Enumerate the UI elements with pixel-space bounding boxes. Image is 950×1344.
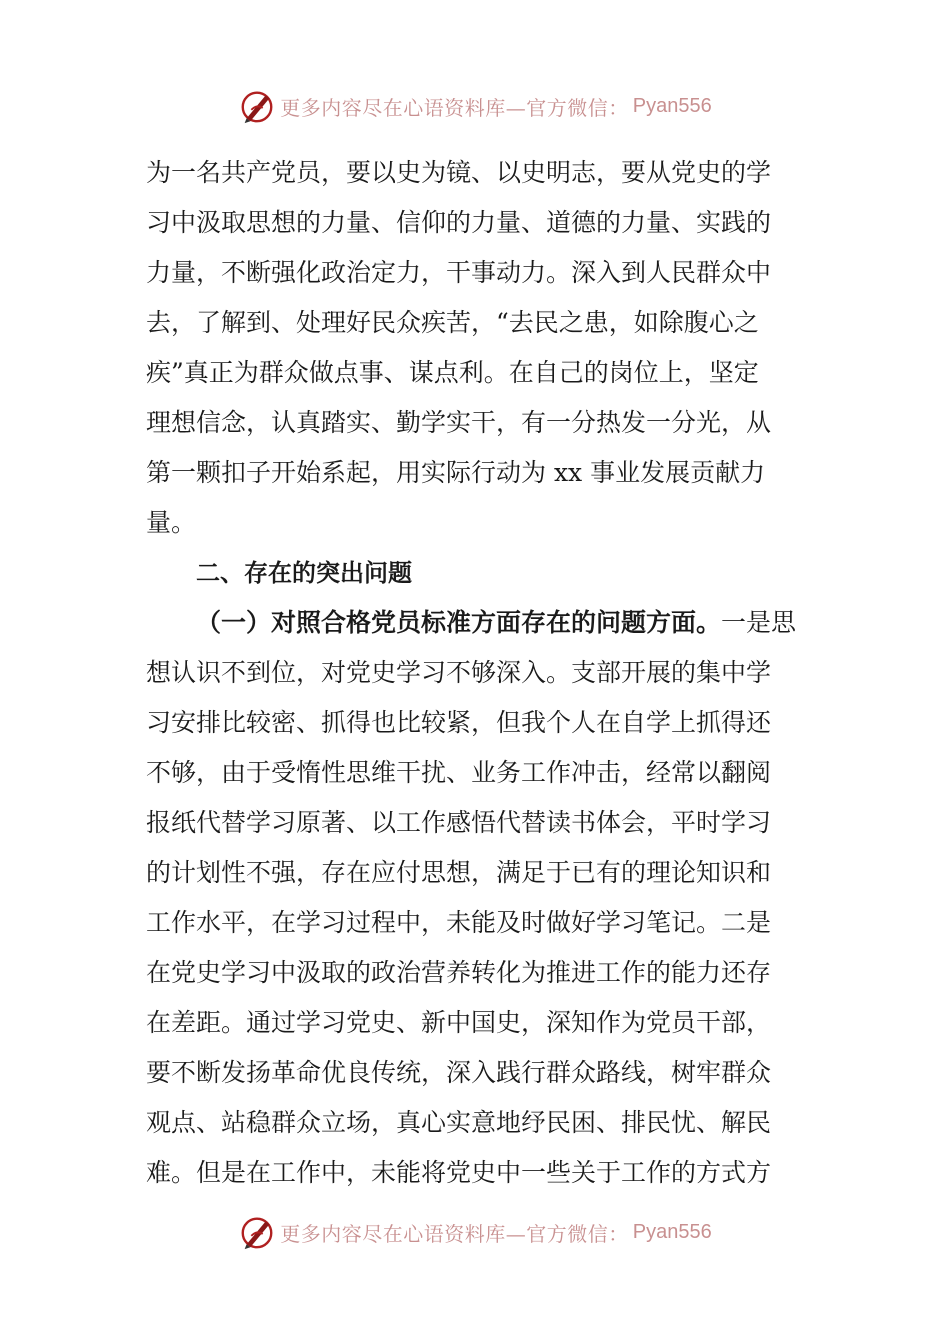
body-line: 为一名共产党员，要以史为镜、以史明志，要从党史的学 xyxy=(146,158,772,187)
body-line: 想认识不到位，对党史学习不够深入。支部开展的集中学 xyxy=(146,658,772,687)
pen-logo-icon xyxy=(238,87,276,125)
body-line: 力量，不断强化政治定力，干事动力。深入到人民群众中 xyxy=(146,258,772,287)
body-line: 报纸代替学习原著、以工作感悟代替读书体会，平时学习 xyxy=(146,808,772,837)
body-line: 工作水平，在学习过程中，未能及时做好学习笔记。二是 xyxy=(146,908,772,937)
body-line: 理想信念，认真踏实、勤学实干，有一分热发一分光，从 xyxy=(146,408,772,437)
body-line: 不够，由于受惰性思维干扰、业务工作冲击，经常以翻阅 xyxy=(146,758,772,787)
body-line: 的计划性不强，存在应付思想，满足于已有的理论知识和 xyxy=(146,858,772,887)
body-line: 习中汲取思想的力量、信仰的力量、道德的力量、实践的 xyxy=(146,208,772,237)
body-line: 量。 xyxy=(146,508,197,537)
body-line: 习安排比较密、抓得也比较紧，但我个人在自学上抓得还 xyxy=(146,708,772,737)
section-heading: 二、存在的突出问题 xyxy=(196,559,412,587)
body-line: 难。但是在工作中，未能将党史中一些关于工作的方式方 xyxy=(146,1158,772,1187)
subheading-rest: 一是思 xyxy=(721,608,797,637)
footer-banner xyxy=(0,1212,950,1252)
subheading-line xyxy=(146,598,806,648)
header-banner-text: 更多内容尽在心语资料库—官方微信： xyxy=(280,95,629,120)
body-line: 在党史学习中汲取的政治营养转化为推进工作的能力还存 xyxy=(146,958,772,987)
body-line: 第一颗扣子开始系起，用实际行动为 xx 事业发展贡献力 xyxy=(146,458,766,487)
pen-logo-icon xyxy=(238,1213,276,1251)
document-body xyxy=(146,148,806,1198)
header-banner xyxy=(0,86,950,126)
body-line: 疾”真正为群众做点事、谋点利。在自己的岗位上，坚定 xyxy=(146,358,759,387)
footer-banner-text: 更多内容尽在心语资料库—官方微信： xyxy=(280,1221,629,1246)
footer-wechat-id: Pyan556 xyxy=(632,1220,712,1243)
body-line: 在差距。通过学习党史、新中国史，深知作为党员干部， xyxy=(146,1008,772,1037)
header-wechat-id: Pyan556 xyxy=(632,94,712,117)
body-line: 观点、站稳群众立场，真心实意地纾民困、排民忧、解民 xyxy=(146,1108,772,1137)
body-line: 去，了解到、处理好民众疾苦，“去民之患，如除腹心之 xyxy=(146,308,759,337)
subheading: （一）对照合格党员标准方面存在的问题方面。 xyxy=(196,608,722,637)
body-line: 要不断发扬革命优良传统，深入践行群众路线，树牢群众 xyxy=(146,1058,772,1087)
